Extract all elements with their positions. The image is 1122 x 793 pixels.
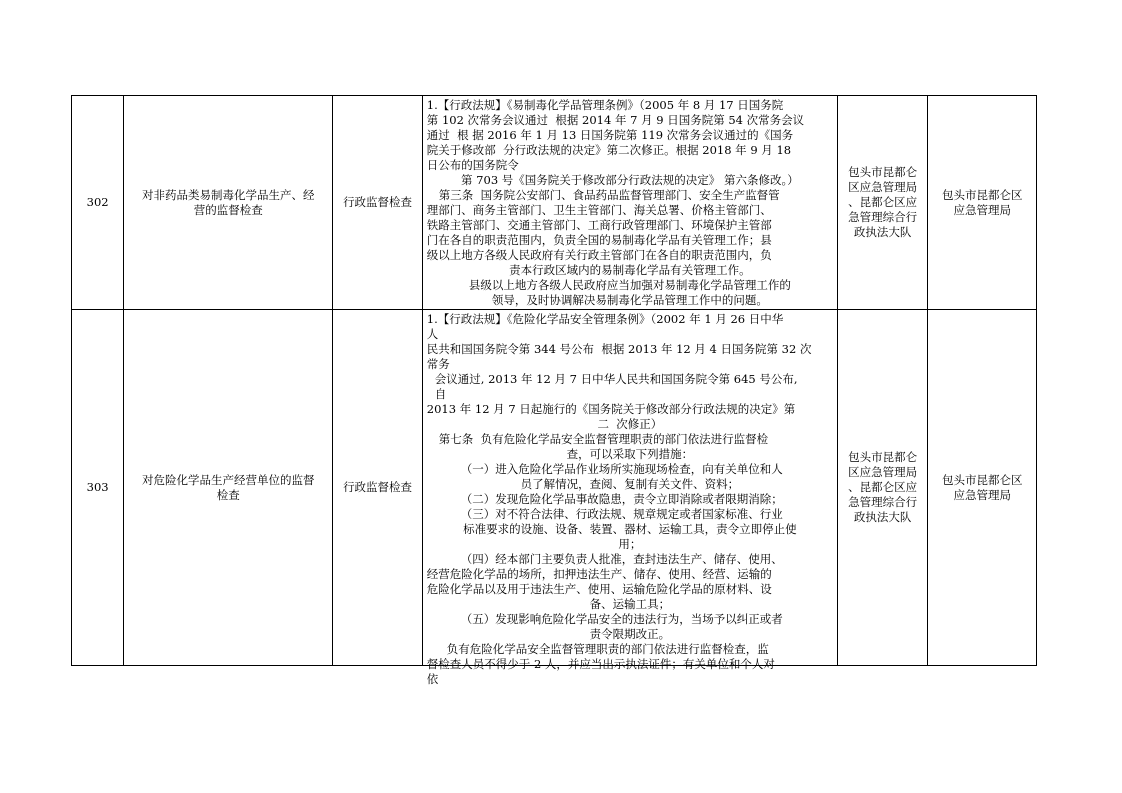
legal-basis: 1.【行政法规】《易制毒化学品管理条例》（2005 年 8 月 17 日国务院 第 102 次常务会议通过 根据 2014 年 7 月 9 日国务院第 54 次常务会议 通过 根 据 2016 年 1 月 13 日国务院第 119 次常务会议通过的《国务 院关于修改部 分行政法规的决定》第二次修正。根据 2018 年 9 月 18 日公布的国务院令 第 703 号《国务院关于修改部分行政法规的决定》 第六条修改。） 第三条 国务院公安部门、食品药品监督管理部门、安全生产监督管 理部门、商务主管部门、卫生主管部门、海关总署、价格主管部门、 铁路主管部门、交通主管部门、工商行政管理部门、环境保护主管部 门在各自的职责范围内，负责全国的易制毒化学品有关管理工作；县 级以上地方各级人民政府有关行政主管部门在各自的职责范围内，负 责本行政区域内的易制毒化学品有关管理工作。 县级以上地方各级人民政府应当加强对易制毒化学品管理工作的 领导，及时协调解决易制毒化学品管理工作中的问题。 [422,96,837,310]
item-number: 302 [72,96,124,310]
table-row [72,96,1037,310]
item-number: 303 [72,310,124,666]
legal-basis: 1.【行政法规】《危险化学品安全管理条例》（2002 年 1 月 26 日中华 人 民共和国国务院令第 344 号公布 根据 2013 年 12 月 4 日国务院第 32 次 常务 会议通过, 2013 年 12 月 7 日中华人民共和国国务院令第 645 号公布, 自 2013 年 12 月 7 日起施行的《国务院关于修改部分行政法规的决定》第 二 次修正） 第七条 负有危险化学品安全监督管理职责的部门依法进行监督检 查，可以采取下列措施： （一）进入危险化学品作业场所实施现场检查，向有关单位和人 员了解情况，查阅、复制有关文件、资料； （二）发现危险化学品事故隐患，责令立即消除或者限期消除； （三）对不符合法律、行政法规、规章规定或者国家标准、行业 标准要求的设施、设备、装置、器材、运输工具，责令立即停止使 用； （四）经本部门主要负责人批准，查封违法生产、储存、使用、 经营危险化学品的场所，扣押违法生产、储存、使用、经营、运输的 危险化学品以及用于违法生产、使用、运输危险化学品的原材料、设 备、运输工具； （五）发现影响危险化学品安全的违法行为，当场予以纠正或者 责令限期改正。 负有危险化学品安全监督管理职责的部门依法进行监督检查，监 督检查人员不得少于 2 人，并应当出示执法证件；有关单位和个人对 依 [422,310,837,666]
responsible-organization: 包头市昆都仑区 应急管理局 [928,96,1037,310]
enforcement-subject: 包头市昆都仑 区应急管理局 、昆都仑区应 急管理综合行 政执法大队 [837,96,927,310]
responsible-organization: 包头市昆都仑区 应急管理局 [928,310,1037,666]
enforcement-items-table [71,95,1037,686]
item-name: 对非药品类易制毒化学品生产、经 营的监督检查 [124,96,333,310]
item-category: 行政监督检查 [333,310,422,666]
table-row [72,310,1037,666]
item-category: 行政监督检查 [333,96,422,310]
enforcement-subject: 包头市昆都仑 区应急管理局 、昆都仑区应 急管理综合行 政执法大队 [837,310,927,666]
item-name: 对危险化学品生产经营单位的监督 检查 [124,310,333,666]
